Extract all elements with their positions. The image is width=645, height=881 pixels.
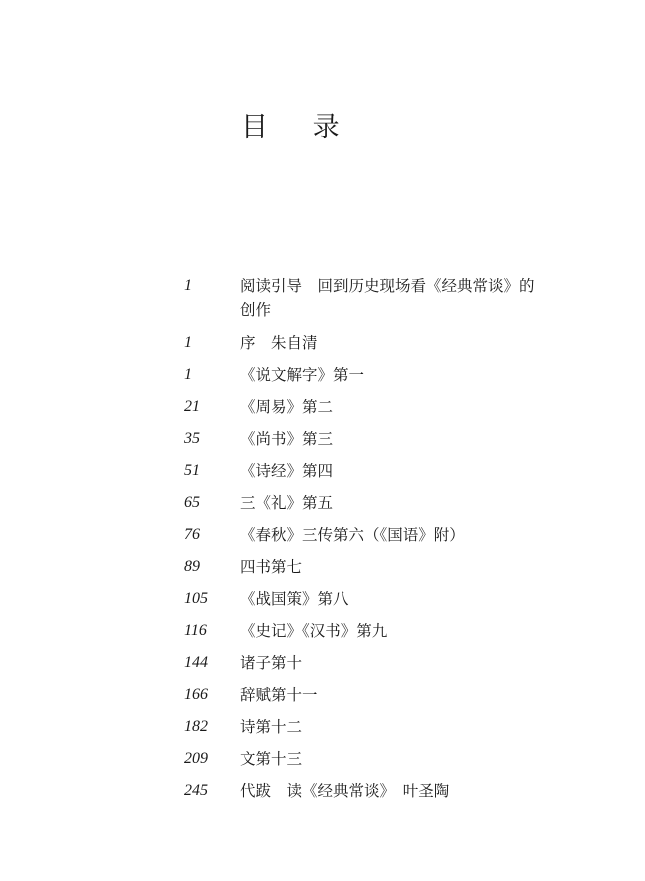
toc-entry-title: 《尚书》第三 [240,430,334,448]
toc-page-number: 105 [184,590,208,607]
toc-entry-title: 序 朱自清 [240,334,318,352]
toc-page-number: 116 [184,622,207,639]
toc-page-number: 65 [184,494,200,511]
toc-entry-title: 《说文解字》第一 [240,366,365,384]
toc-page-number: 51 [184,462,200,479]
toc-page-number: 245 [184,782,208,799]
toc-entry-title: 文第十三 [240,750,303,768]
toc-page-number: 144 [184,654,208,671]
toc-entry-title: 四书第七 [240,558,303,576]
toc-entry-title: 代跋 读《经典常谈》 叶圣陶 [240,782,450,800]
toc-entry-title: 诗第十二 [240,718,303,736]
toc-entry-title: 《诗经》第四 [240,462,334,480]
toc-page-number: 1 [184,277,192,294]
toc-entry-title: 《春秋》三传第六（《国语》附） [240,526,465,544]
toc-entry-title: 三《礼》第五 [240,494,334,512]
toc-page-number: 209 [184,750,208,767]
toc-page-number: 89 [184,558,200,575]
toc-entry-title: 阅读引导 回到历史现场看《经典常谈》的 创作 [240,277,535,319]
toc-page-number: 35 [184,430,200,447]
toc-entry-title: 辞赋第十一 [240,686,318,704]
toc-page-number: 1 [184,334,192,351]
toc-page-number: 182 [184,718,208,735]
page-title: 目 录 [241,112,358,143]
toc-entry-title: 《战国策》第八 [240,590,349,608]
toc-entry-title: 《周易》第二 [240,398,334,416]
toc-page-number: 1 [184,366,192,383]
toc-page-number: 166 [184,686,208,703]
toc-page-number: 21 [184,398,200,415]
toc-entry-title: 诸子第十 [240,654,303,672]
toc-page-number: 76 [184,526,200,543]
toc-entry-title: 《史记》《汉书》第九 [240,622,388,640]
